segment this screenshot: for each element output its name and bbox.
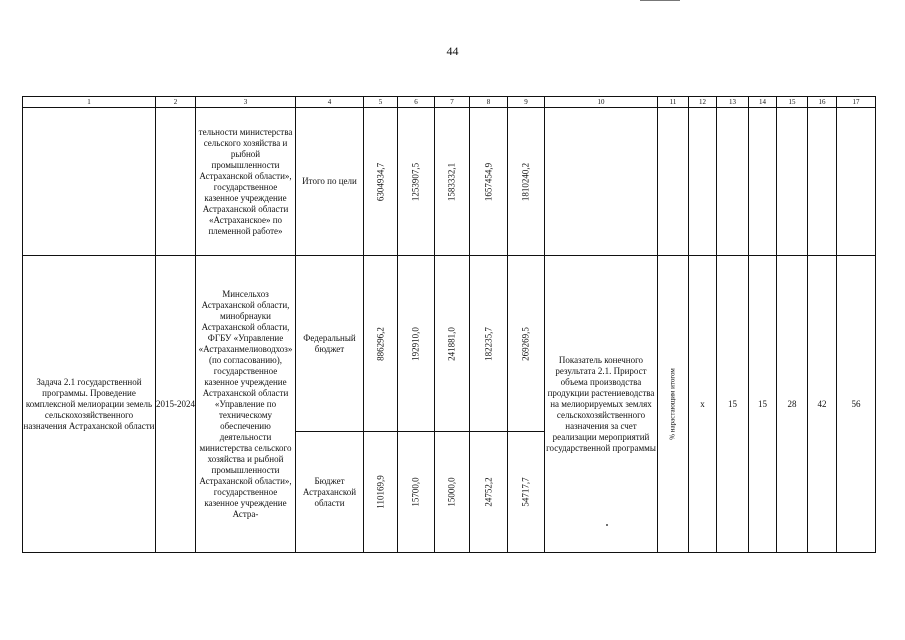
empty-cell — [23, 108, 156, 256]
funding-value — [470, 256, 508, 432]
value-text: 15700,0 — [410, 477, 421, 507]
value-text: 192910,0 — [410, 326, 421, 361]
header-row — [23, 97, 876, 108]
scan-speck — [606, 524, 608, 526]
federal-row — [23, 256, 876, 432]
funding-value — [398, 108, 435, 256]
col-number: 7 — [435, 97, 470, 108]
col-number: 1 — [23, 97, 156, 108]
funding-value — [435, 432, 470, 553]
empty-cell — [658, 108, 689, 256]
indicator-value: 15 — [717, 256, 749, 553]
col-number: 14 — [749, 97, 777, 108]
value-text: 15000,0 — [446, 477, 457, 507]
funding-value — [470, 108, 508, 256]
col-number: 8 — [470, 97, 508, 108]
funding-value — [435, 108, 470, 256]
value-text: 1810240,2 — [520, 162, 531, 201]
col-number: 9 — [508, 97, 545, 108]
value-text: 54717,7 — [520, 477, 531, 507]
indicator-value: 15 — [749, 256, 777, 553]
empty-cell — [689, 108, 717, 256]
value-text: 182235,7 — [483, 326, 493, 361]
value-text: 110169,9 — [375, 475, 385, 509]
funding-source: Итого по цели — [296, 108, 364, 256]
funding-value — [508, 432, 545, 553]
funding-value — [398, 432, 435, 553]
col-number: 6 — [398, 97, 435, 108]
funding-source: Федеральный бюджет — [296, 256, 364, 432]
page-number: 44 — [446, 44, 459, 58]
value-text: 886296,2 — [375, 326, 385, 361]
program-table — [22, 96, 876, 553]
empty-cell — [808, 108, 837, 256]
empty-cell — [777, 108, 808, 256]
value-text: 24752,2 — [483, 477, 493, 507]
task-title: Задача 2.1 государственной программы. Проведение комплексной мелиорации земель сельскохозяйственного назначения Астраханской области — [23, 256, 156, 553]
funding-value — [364, 108, 398, 256]
value-text: 6304934,7 — [375, 162, 385, 201]
col-number: 16 — [808, 97, 837, 108]
funding-value — [364, 256, 398, 432]
value-text: 269269,5 — [520, 326, 531, 361]
col-number: 13 — [717, 97, 749, 108]
indicator-value: 28 — [777, 256, 808, 553]
col-number: 11 — [658, 97, 689, 108]
empty-cell — [837, 108, 876, 256]
value-text: 1583332,1 — [446, 162, 457, 201]
col-number: 5 — [364, 97, 398, 108]
col-number: 12 — [689, 97, 717, 108]
funding-value — [435, 256, 470, 432]
indicator-value: 56 — [837, 256, 876, 553]
funding-value — [398, 256, 435, 432]
col-number: 17 — [837, 97, 876, 108]
funding-source: Бюджет Астраханской области — [296, 432, 364, 553]
corner-mark — [640, 0, 680, 4]
empty-cell — [545, 108, 658, 256]
unit-cell — [658, 256, 689, 553]
empty-cell — [749, 108, 777, 256]
task-period: 2015-2024 — [156, 256, 196, 553]
funding-value — [508, 108, 545, 256]
indicator-text: Показатель конечного результата 2.1. Прирост объема производства продукции растениеводства на мелиорируемых землях сельскохозяйственного назначения за счет реализации мероприятий государственной программы — [545, 256, 658, 553]
funding-value — [508, 256, 545, 432]
indicator-value: х — [689, 256, 717, 553]
funding-value — [364, 432, 398, 553]
col-number: 2 — [156, 97, 196, 108]
col-number: 3 — [196, 97, 296, 108]
empty-cell — [156, 108, 196, 256]
value-text: 1657454,9 — [483, 162, 493, 201]
col-number: 15 — [777, 97, 808, 108]
total-row — [23, 108, 876, 256]
value-text: 1253907,5 — [410, 162, 421, 201]
executors-cell: Минсельхоз Астраханской области, минобрнауки Астраханской области, ФГБУ «Управление «Астраханмелиоводхоз» (по согласованию), государственное казенное учреждение Астраханской области «Управление по техническому обеспечению деятельности министерства сельского хозяйства и рыбной промышленности Астраханской области», государственное казенное учреждение Астра- — [196, 256, 296, 553]
executors-cell: тельности министерства сельского хозяйства и рыбной промышленности Астраханской области», государственное казенное учреждение Астраханской области «Астраханское» по племенной работе» — [196, 108, 296, 256]
value-text: 241881,0 — [446, 326, 457, 361]
col-number: 4 — [296, 97, 364, 108]
unit-text: % нарастающим итогом — [668, 368, 677, 440]
empty-cell — [717, 108, 749, 256]
funding-value — [470, 432, 508, 553]
indicator-value: 42 — [808, 256, 837, 553]
col-number: 10 — [545, 97, 658, 108]
